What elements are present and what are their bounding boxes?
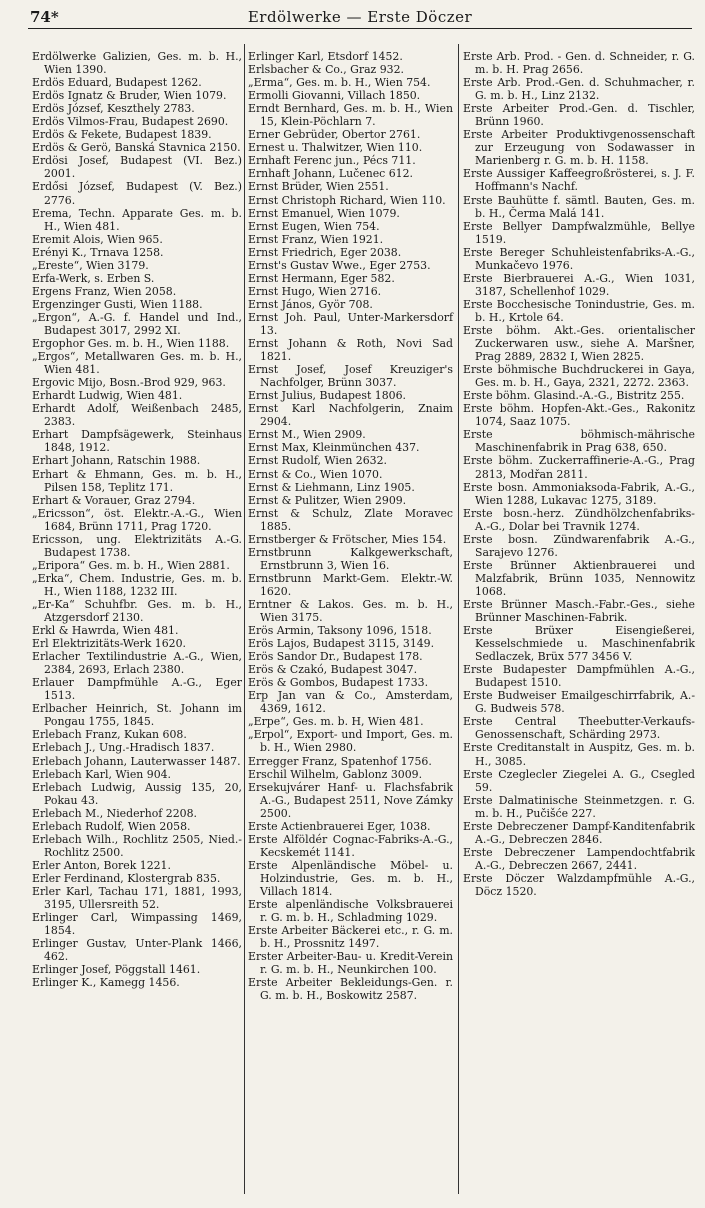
- page-header: [30, 8, 690, 28]
- column-divider: [244, 44, 245, 1194]
- directory-entry: Erste Brünner Masch.-Fabr.-Ges., siehe Brünner Maschinen-Fabrik.: [463, 597, 695, 625]
- directory-entry: „Ergon“, A.-G. f. Handel und Ind., Budapest 3017, 2992 XI.: [32, 310, 242, 337]
- directory-entry: Erste Bocchesische Tonindustrie, Ges. m. b. H., Krtole 64.: [463, 297, 695, 324]
- directory-entry: Erös & Gombos, Budapest 1733.: [248, 676, 429, 690]
- directory-entry: Erste Actienbrauerei Eger, 1038.: [248, 819, 431, 833]
- running-head: Erdölwerke — Erste Döczer: [247, 8, 473, 26]
- directory-entry: Erdősi József, Budapest (V. Bez.) 2776.: [32, 180, 242, 207]
- directory-entry: Ernst Johann & Roth, Novi Sad 1821.: [248, 337, 453, 364]
- directory-entry: Ergenzinger Gusti, Wien 1188.: [32, 297, 203, 311]
- directory-entry: Erlsbacher & Co., Graz 932.: [248, 63, 405, 77]
- directory-entry: „Er-Ka“ Schuhfbr. Ges. m. b. H., Atzgersdorf 2130.: [32, 597, 242, 625]
- directory-entry: Erntner & Lakos. Ges. m. b. H., Wien 3175.: [248, 597, 453, 625]
- column-3: [463, 50, 695, 898]
- directory-entry: Ermolli Giovanni, Villach 1850.: [248, 89, 421, 103]
- directory-entry: Erlebach J., Ung.-Hradisch 1837.: [32, 741, 215, 755]
- directory-entry: „Erka“, Chem. Industrie, Ges. m. b. H., Wien 1188, 1232 III.: [32, 571, 242, 598]
- directory-entry: Erema, Techn. Apparate Ges. m. b. H., Wien 481.: [32, 206, 242, 233]
- directory-entry: Erste Aussiger Kaffeegroßrösterei, s. J. F. Hoffmann's Nachf.: [463, 167, 695, 194]
- directory-entry: Erhart Johann, Ratschin 1988.: [32, 454, 201, 468]
- directory-entry: Erste bosn.-herz. Zündhölzchenfabriks-A.-G., Dolar bei Travnik 1274.: [463, 506, 695, 533]
- directory-entry: Ernst Hermann, Eger 582.: [248, 271, 395, 285]
- directory-entry: Ernst M., Wien 2909.: [248, 428, 366, 442]
- column-divider: [458, 44, 459, 1194]
- directory-entry: Erste Budapester Dampfmühlen A.-G., Budapest 1510.: [463, 663, 695, 690]
- directory-entry: Erste Central Theebutter-Verkaufs-Genossenschaft, Schärding 2973.: [463, 715, 695, 742]
- directory-entry: Erste böhm. Zuckerraffinerie-A.-G., Prag 2813, Modřan 2811.: [463, 454, 695, 481]
- directory-entry: Ernest u. Thalwitzer, Wien 110.: [248, 141, 423, 155]
- directory-entry: Erl Elektrizitäts-Werk 1620.: [32, 637, 186, 651]
- directory-entry: Ernst Joh. Paul, Unter-Markersdorf 13.: [248, 310, 453, 337]
- directory-entry: Erste Debreczener Dampf-Kanditenfabrik A.-G., Debreczen 2846.: [463, 819, 695, 846]
- directory-entry: Ernst Josef, Josef Kreuziger's Nachfolger, Brünn 3037.: [248, 363, 453, 390]
- directory-entry: Erlebach Wilh., Rochlitz 2505, Nied.-Rochlitz 2500.: [32, 832, 242, 859]
- directory-entry: Erschil Wilhelm, Gablonz 3009.: [248, 767, 423, 781]
- directory-entry: Erdölwerke Galizien, Ges. m. b. H., Wien 1390.: [32, 50, 242, 77]
- directory-entry: Ergovic Mijo, Bosn.-Brod 929, 963.: [32, 376, 226, 390]
- column-2: [248, 50, 453, 1002]
- directory-entry: Erdös Ignatz & Bruder, Wien 1079.: [32, 89, 227, 103]
- directory-entry: Erste Döczer Walzdampfmühle A.-G., Döcz 1520.: [463, 871, 695, 898]
- directory-entry: Erster Arbeiter-Bau- u. Kredit-Verein r. G. m. b. H., Neunkirchen 100.: [248, 950, 453, 977]
- directory-entry: „Ergos“, Metallwaren Ges. m. b. H., Wien 481.: [32, 350, 242, 377]
- directory-entry: Erndt Bernhard, Ges. m. b. H., Wien 15, Klein-Pöchlarn 7.: [248, 102, 453, 129]
- directory-entry: Erlebach Johann, Lauterwasser 1487.: [32, 754, 241, 768]
- directory-entry: Erdös József, Keszthely 2783.: [32, 102, 195, 116]
- page-number: 74*: [30, 8, 59, 26]
- directory-entry: Erste Brüxer Eisengießerei, Kesselschmiede u. Maschinenfabrik Sedlaczek, Brüx 577 3456 V.: [463, 624, 695, 664]
- directory-entry: Erste böhm. Akt.-Ges. orientalischer Zuckerwaren usw., siehe A. Maršner, Prag 2889, 2832 I, Wien 2825.: [463, 323, 695, 364]
- directory-entry: Erlebach M., Niederhof 2208.: [32, 806, 197, 820]
- directory-entry: Erste bosn. Ammoniaksoda-Fabrik, A.-G., Wien 1288, Lukavac 1275, 3189.: [463, 480, 695, 507]
- directory-entry: Erlacher Textilindustrie A.-G., Wien, 2384, 2693, Erlach 2380.: [32, 650, 242, 677]
- directory-entry: Erlebach Franz, Kukan 608.: [32, 728, 187, 742]
- directory-entry: Erste Bauhütte f. sämtl. Bauten, Ges. m. b. H., Čerma Malá 141.: [463, 193, 695, 220]
- directory-entry: Erste Alföldér Cognac-Fabriks-A.-G., Kecskemét 1141.: [248, 832, 453, 859]
- directory-entry: „Eripora“ Ges. m. b. H., Wien 2881.: [32, 558, 230, 572]
- directory-entry: Ergens Franz, Wien 2058.: [32, 284, 177, 298]
- directory-entry: Erdös & Fekete, Budapest 1839.: [32, 128, 212, 142]
- directory-entry: Erös & Czakó, Budapest 3047.: [248, 663, 418, 677]
- directory-entry: Erlebach Rudolf, Wien 2058.: [32, 819, 191, 833]
- directory-entry: Erler Anton, Borek 1221.: [32, 858, 171, 872]
- directory-entry: Ernst's Gustav Wwe., Eger 2753.: [248, 258, 431, 272]
- directory-entry: Ernst Brüder, Wien 2551.: [248, 180, 389, 194]
- directory-entry: Erste Dalmatinische Steinmetzgen. r. G. m. b. H., Pučišće 227.: [463, 793, 695, 820]
- directory-entry: Erste Brünner Aktienbrauerei und Malzfabrik, Brünn 1035, Nennowitz 1068.: [463, 558, 695, 598]
- directory-entry: Ernst & Pulitzer, Wien 2909.: [248, 493, 407, 507]
- directory-entry: Ernhaft Ferenc jun., Pécs 711.: [248, 154, 416, 168]
- directory-entry: Erlinger Karl, Etsdorf 1452.: [248, 50, 403, 63]
- directory-entry: Ernst Christoph Richard, Wien 110.: [248, 193, 446, 207]
- directory-entry: Erhart & Ehmann, Ges. m. b. H., Pilsen 158, Teplitz 171.: [32, 467, 242, 494]
- directory-entry: Erdösi Josef, Budapest (VI. Bez.) 2001.: [32, 154, 242, 181]
- directory-entry: Erste alpenländische Volksbrauerei r. G. m. b. H., Schladming 1029.: [248, 898, 453, 925]
- directory-entry: Ersekujvárer Hanf- u. Flachsfabrik A.-G., Budapest 2511, Nove Zámky 2500.: [248, 780, 453, 820]
- header-rule: [28, 28, 692, 29]
- directory-entry: Erste böhm. Glasind.-A.-G., Bistritz 255.: [463, 389, 685, 403]
- directory-entry: Erste Arbeiter Bäckerei etc., r. G. m. b. H., Prossnitz 1497.: [248, 924, 453, 951]
- directory-entry: „Erpol“, Export- und Import, Ges. m. b. H., Wien 2980.: [248, 728, 453, 755]
- directory-entry: Erste Arb. Prod. - Gen. d. Schneider, r. G. m. b. H. Prag 2656.: [463, 50, 695, 77]
- directory-entry: Ernstberger & Frötscher, Mies 154.: [248, 532, 447, 546]
- directory-entry: Ernst & Co., Wien 1070.: [248, 467, 383, 481]
- directory-entry: Ernst Franz, Wien 1921.: [248, 232, 384, 246]
- directory-entry: Erhart Dampfsägewerk, Steinhaus 1848, 1912.: [32, 428, 242, 455]
- directory-entry: Erlinger Gustav, Unter-Plank 1466, 462.: [32, 937, 242, 964]
- directory-entry: Ernstbrunn Kalkgewerkschaft, Ernstbrunn 3, Wien 16.: [248, 545, 453, 572]
- directory-entry: Erste bosn. Zündwarenfabrik A.-G., Sarajevo 1276.: [463, 532, 695, 559]
- directory-entry: Ernst Max, Kleinmünchen 437.: [248, 441, 420, 455]
- directory-entry: Ernstbrunn Markt-Gem. Elektr.-W. 1620.: [248, 571, 453, 598]
- directory-entry: Erner Gebrüder, Obertor 2761.: [248, 128, 421, 142]
- directory-entry: Erregger Franz, Spatenhof 1756.: [248, 754, 432, 768]
- directory-entry: Erste Alpenländische Möbel- u. Holzindustrie, Ges. m. b. H., Villach 1814.: [248, 858, 453, 898]
- directory-entry: Erhart & Vorauer, Graz 2794.: [32, 493, 196, 507]
- directory-entry: Erste Czeglecler Ziegelei A. G., Csegled 59.: [463, 767, 695, 794]
- directory-entry: Erlauer Dampfmühle A.-G., Eger 1513.: [32, 676, 242, 703]
- directory-entry: Erfa-Werk, s. Erben S.: [32, 271, 155, 285]
- directory-entry: Erste Arb. Prod.-Gen. d. Schuhmacher, r. G. m. b. H., Linz 2132.: [463, 76, 695, 103]
- directory-entry: Ernst Friedrich, Eger 2038.: [248, 245, 402, 259]
- directory-entry: „Erpe“, Ges. m. b. H, Wien 481.: [248, 715, 424, 729]
- directory-entry: Erlinger K., Kamegg 1456.: [32, 976, 180, 990]
- directory-entry: Ernst Emanuel, Wien 1079.: [248, 206, 400, 220]
- directory-entry: Ernst János, Györ 708.: [248, 297, 373, 311]
- directory-entry: Erös Sandor Dr., Budapest 178.: [248, 650, 423, 664]
- directory-entry: Erlinger Josef, Pöggstall 1461.: [32, 963, 201, 977]
- directory-entry: Erste Debreczener Lampendochtfabrik A.-G., Debreczen 2667, 2441.: [463, 845, 695, 872]
- directory-entry: Erste Arbeiter Prod.-Gen. d. Tischler, Brünn 1960.: [463, 102, 695, 129]
- directory-entry: Ernst Karl Nachfolgerin, Znaim 2904.: [248, 402, 453, 429]
- directory-entry: Erste Creditanstalt in Auspitz, Ges. m. b. H., 3085.: [463, 741, 695, 768]
- directory-entry: Erlinger Carl, Wimpassing 1469, 1854.: [32, 911, 242, 938]
- directory-entry: Erös Lajos, Budapest 3115, 3149.: [248, 637, 435, 651]
- directory-entry: Erp Jan van & Co., Amsterdam, 4369, 1612.: [248, 689, 453, 716]
- directory-entry: Erlbacher Heinrich, St. Johann im Pongau 1755, 1845.: [32, 702, 242, 729]
- directory-entry: Erhardt Ludwig, Wien 481.: [32, 389, 183, 403]
- directory-entry: Erlebach Ludwig, Aussig 135, 20, Pokau 43.: [32, 780, 242, 807]
- directory-entry: Erkl & Hawrda, Wien 481.: [32, 624, 179, 638]
- directory-entry: Erdös Eduard, Budapest 1262.: [32, 76, 202, 90]
- directory-entry: Erste Arbeiter Produktivgenossenschaft zur Erzeugung von Sodawasser in Marienberg r. G. m. b. H. 1158.: [463, 128, 695, 168]
- directory-entry: Ernst & Liehmann, Linz 1905.: [248, 480, 415, 494]
- directory-entry: Erler Karl, Tachau 171, 1881, 1993, 3195, Ullersreith 52.: [32, 885, 242, 912]
- directory-entry: Ernst Eugen, Wien 754.: [248, 219, 380, 233]
- directory-entry: Erste Arbeiter Bekleidungs-Gen. r. G. m. b. H., Boskowitz 2587.: [248, 976, 453, 1003]
- directory-entry: Erdös & Gerö, Banská Stavnica 2150.: [32, 141, 241, 155]
- directory-entry: Eremit Alois, Wien 965.: [32, 232, 163, 246]
- directory-entry: Erste Budweiser Emailgeschirrfabrik, A.-G. Budweis 578.: [463, 689, 695, 716]
- directory-entry: Ernst Julius, Budapest 1806.: [248, 389, 406, 403]
- directory-entry: Ergophor Ges. m. b. H., Wien 1188.: [32, 337, 230, 351]
- column-1: [32, 50, 242, 989]
- directory-entry: Erste Bellyer Dampfwalzmühle, Bellye 1519.: [463, 219, 695, 246]
- directory-entry: Erste Bereger Schuhleistenfabriks-A.-G., Munkačevo 1976.: [463, 245, 695, 272]
- directory-entry: Ernst Hugo, Wien 2716.: [248, 284, 382, 298]
- directory-entry: Ernhaft Johann, Lučenec 612.: [248, 167, 413, 181]
- directory-entry: Erste böhm. Hopfen-Akt.-Ges., Rakonitz 1074, Saaz 1075.: [463, 402, 695, 429]
- directory-entry: Ericsson, ung. Elektrizitäts A.-G. Budapest 1738.: [32, 532, 242, 559]
- directory-entry: „Ereste“, Wien 3179.: [32, 258, 149, 272]
- directory-entry: Ernst Rudolf, Wien 2632.: [248, 454, 387, 468]
- directory-entry: „Ericsson“, öst. Elektr.-A.-G., Wien 1684, Brünn 1711, Prag 1720.: [32, 506, 242, 533]
- directory-entry: Erlebach Karl, Wien 904.: [32, 767, 172, 781]
- directory-entry: Ernst & Schulz, Zlate Moravec 1885.: [248, 506, 453, 533]
- directory-entry: Erényi K., Trnava 1258.: [32, 245, 164, 259]
- directory-entry: Erler Ferdinand, Klostergrab 835.: [32, 871, 221, 885]
- directory-entry: Erhardt Adolf, Weißenbach 2485, 2383.: [32, 402, 242, 429]
- directory-entry: Erdös Vilmos-Frau, Budapest 2690.: [32, 115, 229, 129]
- directory-entry: Erste böhmische Buchdruckerei in Gaya, Ges. m. b. H., Gaya, 2321, 2272. 2363.: [463, 363, 695, 390]
- directory-entry: „Erma“, Ges. m. b. H., Wien 754.: [248, 76, 431, 90]
- directory-entry: Erös Armin, Taksony 1096, 1518.: [248, 624, 432, 638]
- directory-entry: Erste Bierbrauerei A.-G., Wien 1031, 3187, Schellenhof 1029.: [463, 271, 695, 298]
- directory-entry: Erste böhmisch-mährische Maschinenfabrik in Prag 638, 650.: [463, 428, 695, 455]
